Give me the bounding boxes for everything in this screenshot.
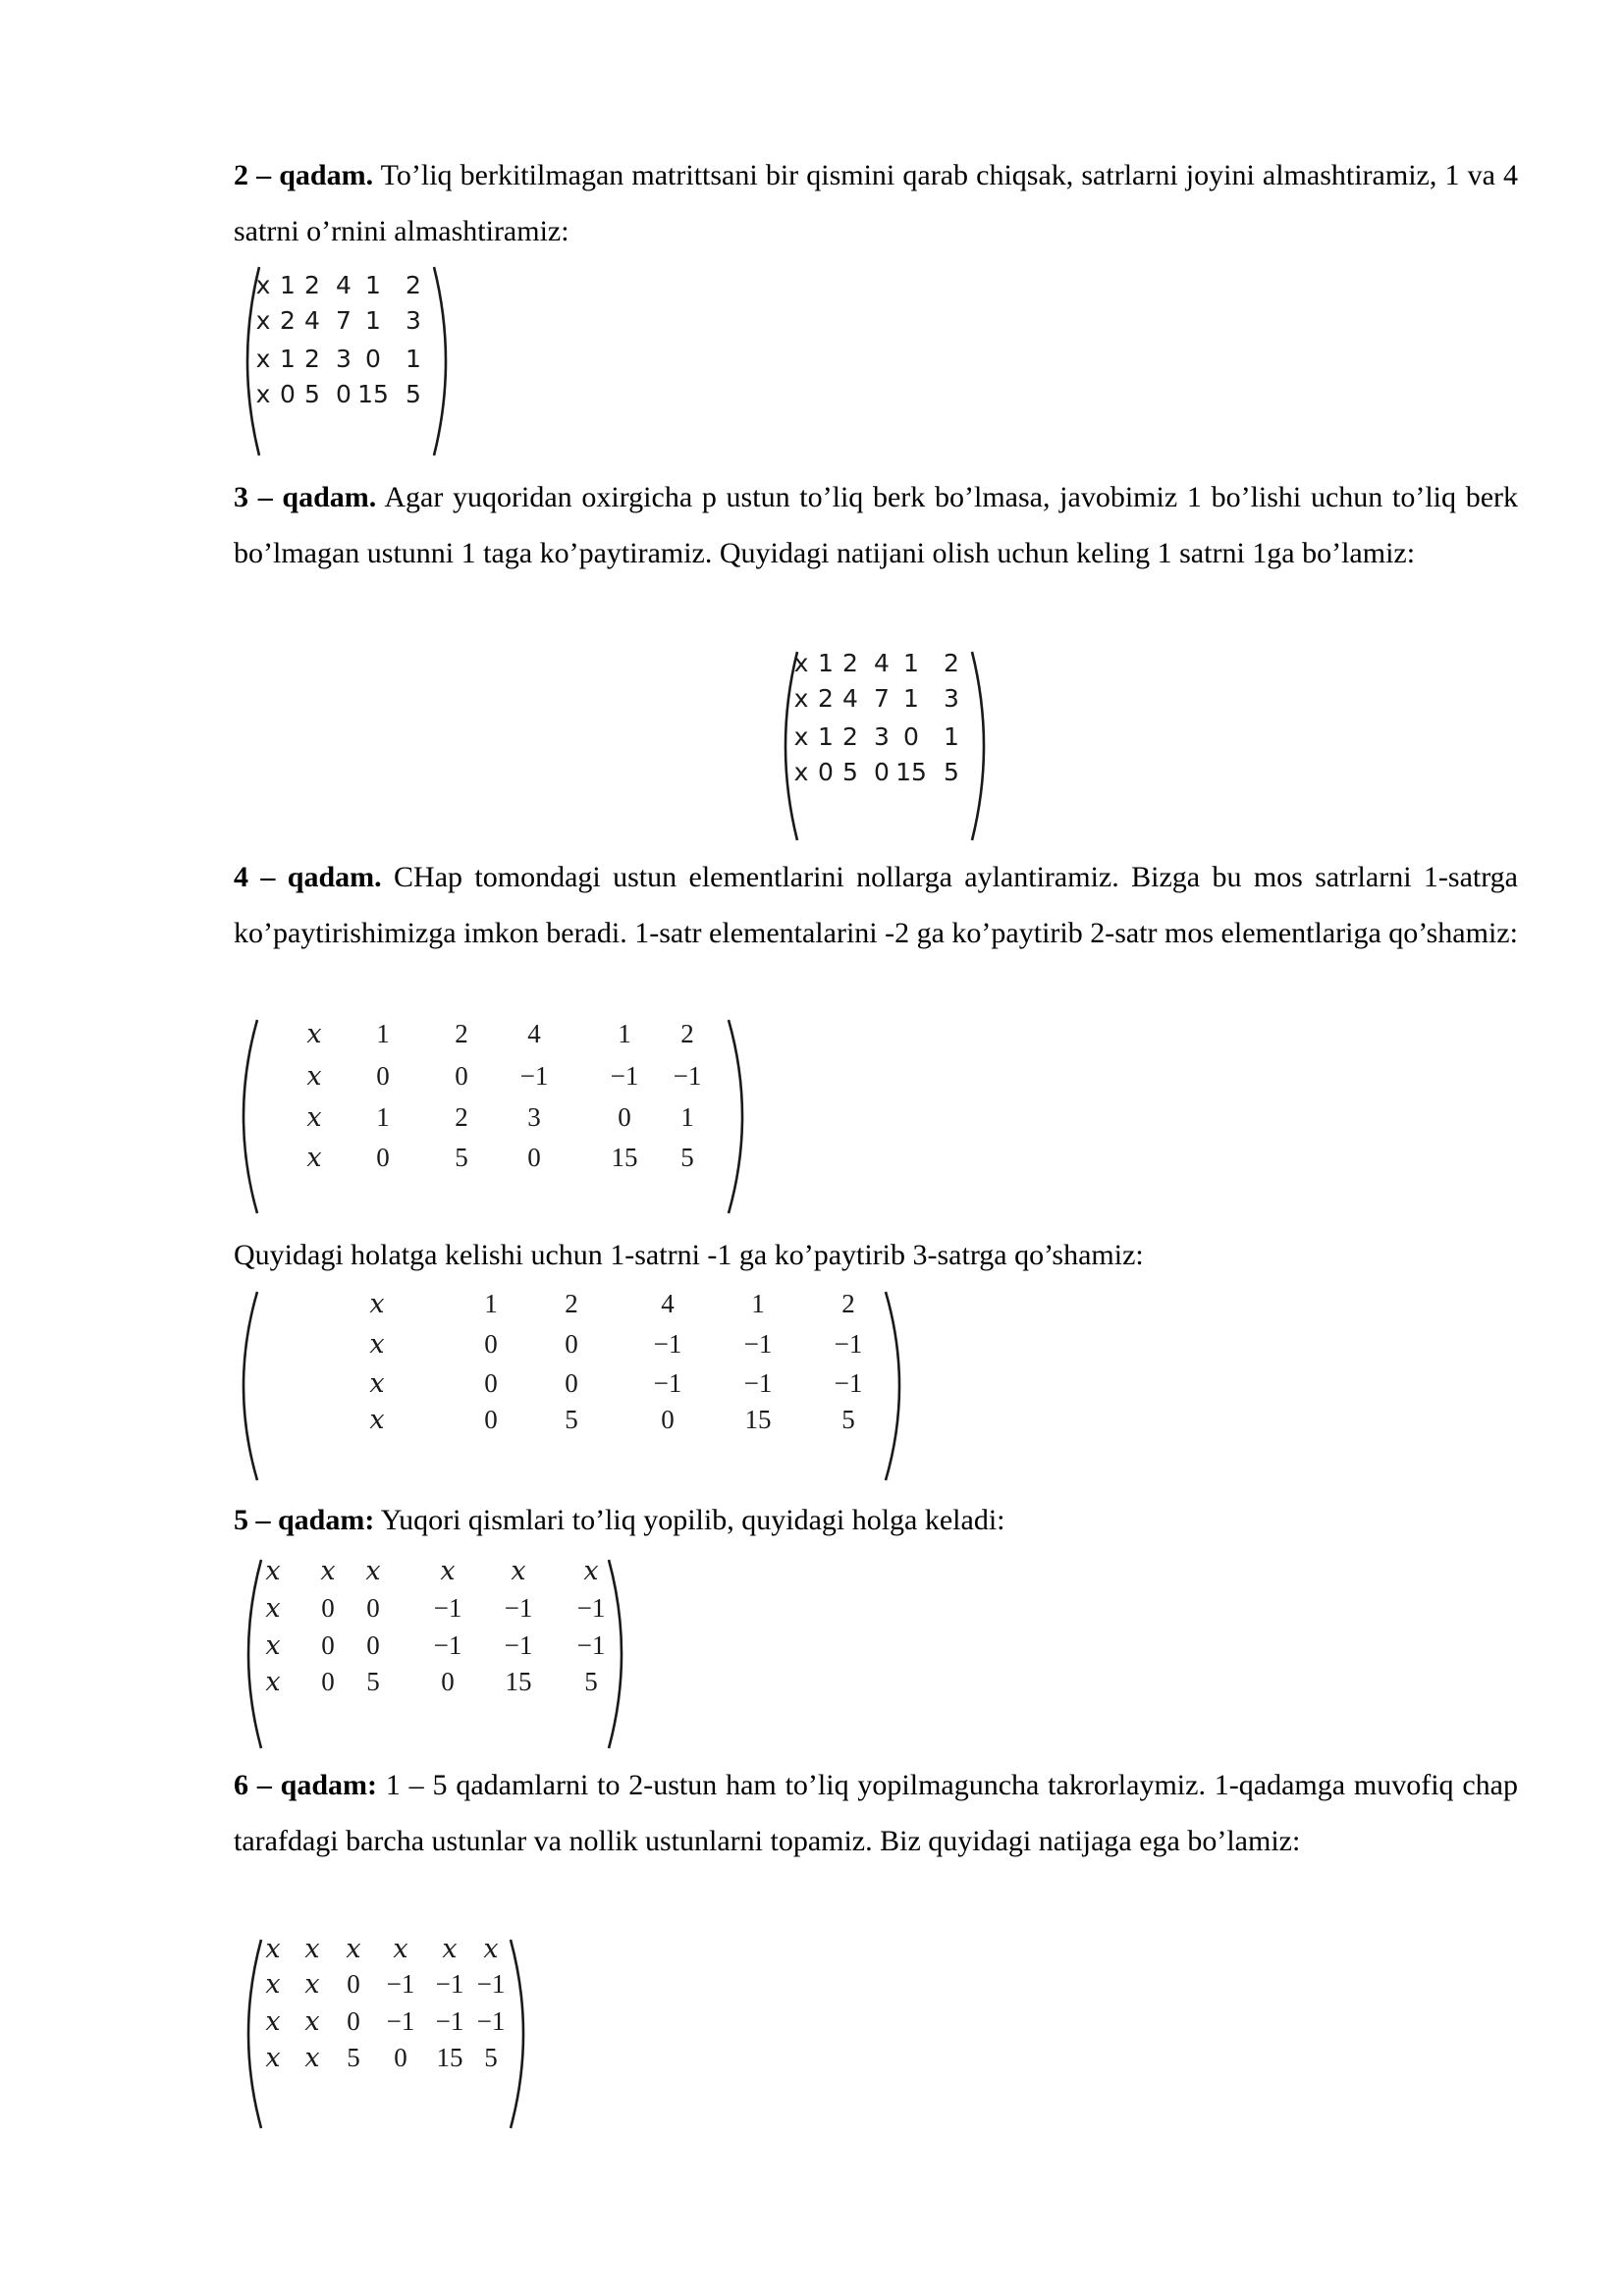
matrix-cell: −1	[576, 1593, 606, 1623]
matrix-cell: 2	[280, 306, 296, 335]
matrix-cell: 15	[357, 380, 389, 408]
matrix-cell: x	[583, 1556, 599, 1586]
matrix-cell: 0	[874, 758, 890, 786]
matrix-cell: −1	[673, 1061, 702, 1091]
matrix-cell: 4	[527, 1019, 541, 1048]
matrix-cell: 3	[406, 306, 421, 335]
step-4-text: CHap tomondagi ustun elementlarini nollarga aylantiramiz. Bizga bu mos satrlarni 1-satrga ko’paytirishimizga imkon beradi. 1-satr elementalarini -2 ga ko’paytirib 2-satr mos elementlariga qo’shamiz:	[234, 861, 1518, 949]
matrix-cell: 2	[304, 271, 320, 299]
matrix-cell: x	[265, 2043, 281, 2073]
matrix-cell: 4	[304, 306, 320, 335]
matrix-cell: 0	[484, 1368, 498, 1398]
note-paragraph	[234, 1227, 1518, 1283]
matrix-cell: x	[255, 345, 271, 373]
matrix-cell: −1	[476, 1969, 506, 1999]
matrix-cell: 3	[336, 345, 352, 373]
matrix-cell: 0	[366, 1630, 380, 1660]
left-parenthesis	[248, 1560, 261, 1748]
matrix-cell: x	[365, 1556, 381, 1586]
matrix-cell: 1	[818, 649, 834, 677]
matrix-cell: x	[793, 722, 809, 751]
matrix-cell: 2	[565, 1289, 578, 1318]
step-6-label: 6 – qadam:	[234, 1769, 378, 1801]
matrix-cell: x	[793, 649, 809, 677]
matrix-cell: −1	[743, 1329, 773, 1359]
step-4-paragraph	[234, 849, 1518, 961]
matrix-cell: 0	[347, 2006, 360, 2036]
matrix-cell: x	[265, 1667, 281, 1697]
matrix-cell: 0	[376, 1061, 390, 1091]
matrix-cell: x	[306, 1143, 322, 1173]
matrix-cell: 1	[944, 722, 959, 751]
matrix-cell: 2	[841, 1289, 855, 1318]
left-parenthesis	[244, 1020, 257, 1213]
matrix-cell: x	[440, 1556, 456, 1586]
matrix-cell: −1	[435, 1969, 464, 1999]
matrix-cell: 1	[365, 306, 381, 335]
matrix-cell: 0	[661, 1405, 675, 1434]
step-2-label: 2 – qadam.	[234, 159, 374, 191]
matrix-cell: 0	[376, 1143, 390, 1172]
matrix-cell: x	[483, 1934, 499, 1964]
matrix-cell: 5	[680, 1143, 694, 1172]
matrix-3	[228, 1016, 758, 1217]
matrix-cell: 0	[565, 1368, 578, 1398]
matrix-1	[234, 263, 460, 459]
matrix-cell: 4	[842, 684, 858, 713]
matrix-cell: 5	[484, 2043, 498, 2072]
matrix6-svg	[234, 1936, 538, 2132]
matrix-cell: x	[265, 1593, 281, 1624]
step-2-text: To’liq berkitilmagan matrittsani bir qismini qarab chiqsak, satrlarni joyini almashtiramiz, 1 va 4 satrni o’rnini almashtiramiz:	[234, 159, 1518, 247]
matrix-cell: 1	[376, 1019, 390, 1048]
matrix-cell: 4	[336, 271, 352, 299]
matrix-cell: 0	[441, 1667, 455, 1696]
matrix-cell: x	[265, 1934, 281, 1964]
left-parenthesis	[244, 1292, 257, 1480]
matrix5-svg	[234, 1556, 636, 1752]
matrix-cell: 0	[347, 1969, 360, 1999]
matrix-cell: x	[442, 1934, 458, 1964]
matrix-cell: −1	[576, 1630, 606, 1660]
right-parenthesis	[511, 1940, 523, 2128]
matrix-cell: 1	[484, 1289, 498, 1318]
matrix-2	[772, 648, 998, 844]
matrix-cell: 3	[944, 684, 959, 713]
step-3-text: Agar yuqoridan oxirgicha p ustun to’liq berk bo’lmasa, javobimiz 1 bo’lishi uchun to’liq berk bo’lmagan ustunni 1 taga ko’paytiramiz. Quyidagi natijani olish uchun keling 1 satrni 1ga bo’lamiz:	[234, 481, 1519, 569]
matrix-cell: 3	[527, 1102, 541, 1132]
matrix-cell: 2	[406, 271, 421, 299]
matrix-4	[228, 1288, 915, 1484]
matrix-cell: 0	[394, 2043, 407, 2072]
matrix-cell: x	[369, 1368, 385, 1399]
matrix-cell: −1	[610, 1061, 639, 1091]
matrix-cell: x	[369, 1289, 385, 1319]
matrix-cell: x	[306, 1061, 322, 1092]
step-5-label: 5 – qadam:	[234, 1504, 375, 1536]
matrix-cell: 5	[304, 380, 320, 408]
matrix-cell: 5	[842, 758, 858, 786]
matrix-cell: 0	[484, 1329, 498, 1359]
matrix-cell: 5	[584, 1667, 598, 1696]
right-parenthesis	[609, 1560, 622, 1748]
matrix-cell: 4	[874, 649, 890, 677]
matrix-cell: x	[265, 2006, 281, 2037]
matrix-cell: 0	[336, 380, 352, 408]
matrix1-svg	[234, 263, 460, 459]
matrix-5	[234, 1556, 636, 1752]
matrix-cell: −1	[743, 1368, 773, 1398]
matrix-cell: −1	[476, 2006, 506, 2036]
step-6-paragraph	[234, 1757, 1518, 1869]
step-6-text: 1 – 5 qadamlarni to 2-ustun ham to’liq yopilmaguncha takrorlaymiz. 1-qadamga muvofiq chap tarafdagi barcha ustunlar va nollik ustunlarni topamiz. Biz quyidagi natijaga ega bo’lamiz:	[234, 1769, 1518, 1857]
matrix-cell: 2	[455, 1102, 468, 1132]
matrix-cell: x	[393, 1934, 408, 1964]
matrix-cell: 5	[347, 2043, 360, 2072]
matrix-cell: 2	[304, 345, 320, 373]
matrix-cell: x	[511, 1556, 526, 1586]
matrix-cell: 1	[618, 1019, 631, 1048]
matrix-cell: x	[793, 684, 809, 713]
matrix-cell: 5	[841, 1405, 855, 1434]
matrix-cell: x	[369, 1329, 385, 1360]
right-parenthesis	[434, 267, 446, 455]
matrix2-svg	[772, 648, 998, 844]
matrix-cell: x	[255, 306, 271, 335]
matrix-cell: 0	[321, 1667, 335, 1696]
matrix-cell: x	[793, 758, 809, 786]
matrix-cell: 15	[744, 1405, 772, 1434]
step-3-label: 3 – qadam.	[234, 481, 377, 513]
matrix-cell: x	[346, 1934, 361, 1964]
matrix-cell: 15	[895, 758, 927, 786]
matrix-cell: −1	[834, 1368, 863, 1398]
matrix-cell: −1	[653, 1329, 682, 1359]
matrix-cell: 7	[336, 306, 352, 335]
matrix-cell: 5	[406, 380, 421, 408]
matrix-cell: 0	[903, 722, 919, 751]
matrix-cell: 0	[321, 1630, 335, 1660]
matrix-cell: 0	[527, 1143, 541, 1172]
matrix-cell: 0	[366, 1593, 380, 1623]
matrix-cell: x	[255, 380, 271, 408]
step-3-paragraph	[234, 469, 1518, 581]
step-5-text: Yuqori qismlari to’liq yopilib, quyidagi holga keladi:	[374, 1504, 1005, 1536]
right-parenthesis	[886, 1292, 899, 1480]
matrix-cell: 0	[321, 1593, 335, 1623]
left-parenthesis	[248, 1940, 261, 2128]
step-2-paragraph	[234, 147, 1518, 259]
matrix-cell: x	[265, 1630, 281, 1661]
matrix-cell: 5	[565, 1405, 578, 1434]
matrix-cell: 1	[903, 684, 919, 713]
matrix-cell: −1	[433, 1630, 462, 1660]
matrix-cell: x	[304, 1934, 320, 1964]
matrix-cell: 0	[565, 1329, 578, 1359]
matrix-cell: 5	[366, 1667, 380, 1696]
matrix-cell: −1	[433, 1593, 462, 1623]
matrix-cell: 1	[365, 271, 381, 299]
matrix-cell: x	[320, 1556, 336, 1586]
matrix-cell: 15	[611, 1143, 638, 1172]
matrix-cell: 1	[406, 345, 421, 373]
step-4-label: 4 – qadam.	[234, 861, 382, 893]
matrix-cell: 4	[661, 1289, 675, 1318]
matrix-cell: 1	[903, 649, 919, 677]
matrix-cell: 2	[818, 684, 834, 713]
matrix-cell: 2	[680, 1019, 694, 1048]
matrix-cell: 1	[376, 1102, 390, 1132]
matrix-cell: x	[255, 271, 271, 299]
matrix-cell: −1	[435, 2006, 464, 2036]
matrix-cell: −1	[504, 1630, 533, 1660]
matrix-6	[234, 1936, 538, 2132]
matrix-cell: 7	[874, 684, 890, 713]
matrix-cell: −1	[834, 1329, 863, 1359]
matrix-cell: x	[265, 1556, 281, 1586]
matrix-cell: 5	[455, 1143, 468, 1172]
right-parenthesis	[729, 1020, 742, 1213]
matrix-cell: −1	[653, 1368, 682, 1398]
matrix-cell: −1	[504, 1593, 533, 1623]
matrix4-svg	[228, 1288, 915, 1484]
matrix-cell: 1	[680, 1102, 694, 1132]
matrix-cell: 2	[944, 649, 959, 677]
matrix-cell: 15	[436, 2043, 463, 2072]
matrix-cell: 2	[842, 649, 858, 677]
matrix-cell: 0	[455, 1061, 468, 1091]
step-5-paragraph	[234, 1492, 1518, 1548]
matrix-cell: 2	[455, 1019, 468, 1048]
matrix-cell: 5	[944, 758, 959, 786]
matrix-cell: 1	[280, 345, 296, 373]
matrix-cell: 0	[365, 345, 381, 373]
matrix3-svg	[228, 1016, 758, 1217]
matrix-cell: 1	[751, 1289, 765, 1318]
matrix-cell: 1	[280, 271, 296, 299]
matrix-cell: 2	[842, 722, 858, 751]
matrix-cell: 15	[505, 1667, 532, 1696]
matrix-cell: x	[306, 1102, 322, 1133]
matrix-cell: 0	[818, 758, 834, 786]
matrix-cell: −1	[386, 1969, 415, 1999]
matrix-cell: 0	[618, 1102, 631, 1132]
matrix-cell: x	[304, 1969, 320, 2000]
matrix-cell: 0	[484, 1405, 498, 1434]
matrix-cell: x	[265, 1969, 281, 2000]
matrix-cell: −1	[386, 2006, 415, 2036]
matrix-cell: 3	[874, 722, 890, 751]
matrix-cell: x	[304, 2006, 320, 2037]
matrix-cell: 1	[818, 722, 834, 751]
note-text: Quyidagi holatga kelishi uchun 1-satrni -1 ga ko’paytirib 3-satrga qo’shamiz:	[234, 1239, 1144, 1271]
matrix-cell: 0	[280, 380, 296, 408]
matrix-cell: x	[369, 1405, 385, 1435]
matrix-cell: x	[304, 2043, 320, 2073]
right-parenthesis	[972, 652, 984, 840]
matrix-cell: x	[306, 1019, 322, 1049]
matrix-cell: −1	[519, 1061, 549, 1091]
